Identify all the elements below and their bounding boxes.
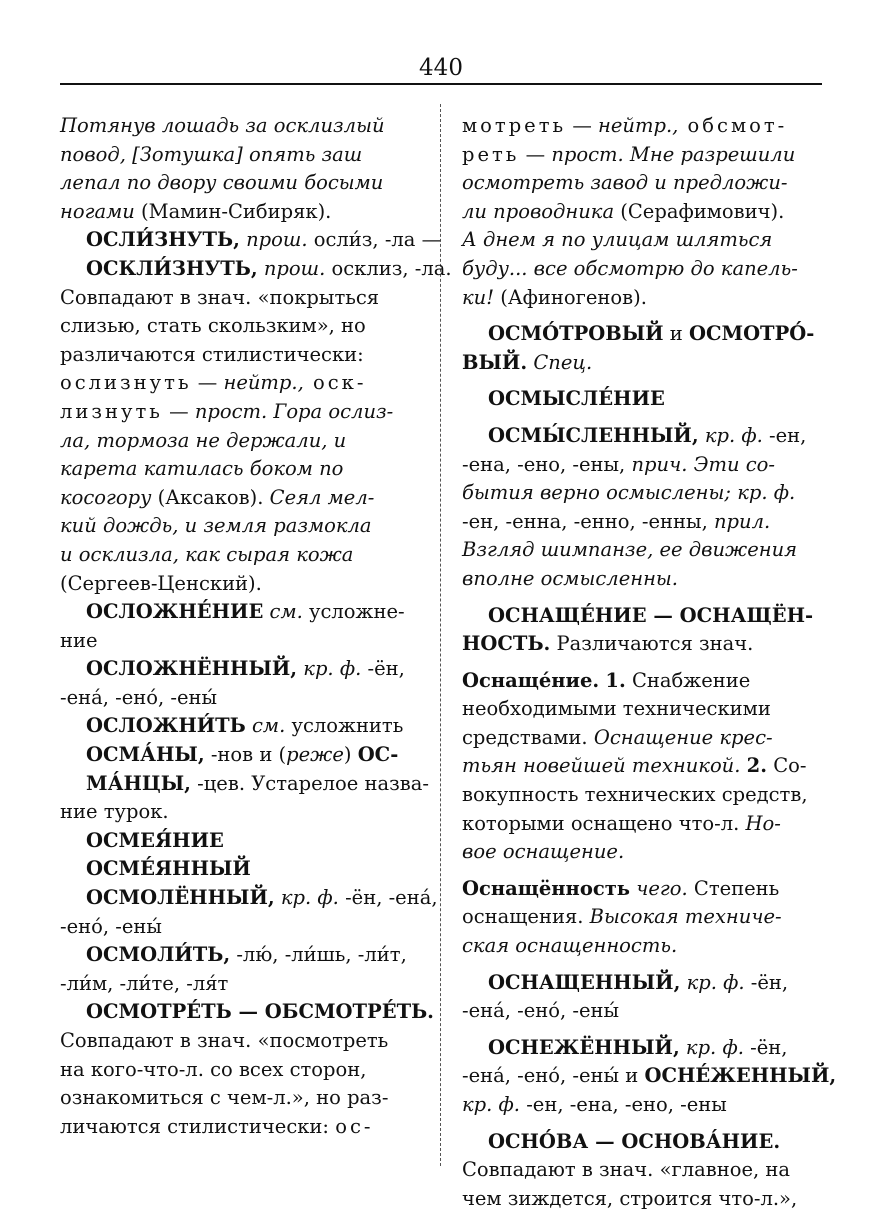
- text-line: [60, 913, 420, 942]
- text-line: [60, 398, 420, 427]
- text-segment: ОСЛИ́ЗНУТЬ,: [86, 228, 240, 252]
- text-segment: ОСМЫ́СЛЕННЫЙ,: [488, 423, 699, 447]
- text-line: [462, 903, 822, 932]
- text-line: [462, 969, 822, 998]
- text-line: [462, 169, 822, 198]
- text-segment: (Афиногенов).: [494, 285, 647, 309]
- text-segment: вокупность технических средств,: [462, 783, 808, 807]
- text-segment: (Аксаков).: [151, 485, 270, 509]
- text-line: [462, 1091, 822, 1120]
- text-segment: ОСЛОЖНИ́ТЬ: [86, 714, 246, 738]
- text-line: [60, 141, 420, 170]
- text-segment: косогору: [60, 485, 152, 509]
- text-segment: чем зиждется, строится что-л.»,: [462, 1186, 798, 1210]
- text-line: [462, 630, 822, 659]
- text-line: [60, 941, 420, 970]
- text-segment: -ена́, -ено́, -ены́: [462, 999, 620, 1023]
- text-line: [60, 998, 434, 1027]
- text-line: [60, 627, 420, 656]
- text-segment: обсмот-: [678, 114, 788, 137]
- text-line: [60, 798, 420, 827]
- text-segment: 2.: [746, 754, 767, 778]
- text-segment: -ен,: [762, 423, 807, 447]
- text-line: [60, 198, 420, 227]
- text-line: [462, 810, 822, 839]
- text-segment: ние турок.: [60, 800, 169, 824]
- text-segment: ): [343, 743, 358, 767]
- left-column: [60, 112, 452, 1141]
- text-segment: оск-: [303, 371, 367, 395]
- text-segment: Сеял мел-: [269, 485, 375, 509]
- text-segment: осмотреть завод и предложи-: [462, 171, 788, 195]
- text-segment: мотреть: [462, 114, 567, 137]
- text-segment: усложне-: [302, 600, 405, 624]
- text-segment: и осклизла, как сырая кожа: [60, 542, 354, 566]
- text-segment: ОСМА́НЫ,: [86, 743, 205, 767]
- text-segment: ла, тормоза не держали, и: [60, 428, 347, 452]
- text-line: [462, 536, 822, 565]
- text-line: [462, 565, 822, 594]
- text-segment: —: [191, 371, 224, 395]
- text-line: [60, 1056, 420, 1085]
- text-segment: Оснащение крес-: [593, 725, 773, 749]
- text-segment: нейтр.,: [223, 371, 304, 395]
- text-segment: Совпадают в знач. «главное, на: [462, 1158, 791, 1182]
- text-segment: -ена́, -ено́, -ены́: [60, 685, 218, 709]
- text-line: [60, 255, 452, 284]
- text-segment: лепал по двору своими босыми: [60, 171, 384, 195]
- text-segment: Со-: [767, 754, 807, 778]
- text-line: [60, 541, 420, 570]
- text-segment: -цев. Устарелое назва-: [190, 771, 429, 795]
- text-line: [462, 198, 822, 227]
- text-segment: ознакомиться с чем-л.», но раз-: [60, 1086, 389, 1110]
- text-line: [462, 226, 822, 255]
- text-segment: кр. ф.: [274, 886, 339, 910]
- text-segment: кр. ф.: [737, 481, 796, 505]
- text-segment: -ено́, -ены́: [60, 914, 162, 938]
- text-segment: -ли́м, -ли́те, -ля́т: [60, 971, 229, 995]
- text-segment: кр. ф.: [698, 423, 763, 447]
- text-segment: слизью, стать скользким», но: [60, 314, 366, 338]
- text-segment: ОСМЫСЛЕ́НИЕ: [488, 387, 665, 411]
- text-line: [462, 752, 822, 781]
- text-segment: ние: [60, 628, 98, 652]
- text-segment: ОСНО́ВА — ОСНОВА́НИЕ.: [488, 1129, 781, 1153]
- text-segment: прош.: [257, 256, 326, 280]
- text-line: [462, 479, 822, 508]
- text-line: [60, 369, 420, 398]
- text-segment: (Серафимович).: [614, 199, 785, 223]
- text-line: [462, 1185, 822, 1213]
- text-line: [462, 255, 822, 284]
- right-column: [462, 112, 837, 1213]
- text-line: [462, 875, 822, 904]
- text-segment: ОСКЛИ́ЗНУТЬ,: [86, 256, 258, 280]
- text-segment: -лю́, -ли́шь, -ли́т,: [230, 943, 407, 967]
- text-segment: ская оснащенность.: [462, 934, 678, 958]
- text-segment: ОСНАЩЕ́НИЕ — ОСНАЩЁН-: [488, 603, 814, 627]
- text-line: [60, 312, 420, 341]
- text-segment: -ен, -ена, -ено, -ены: [520, 1093, 727, 1116]
- text-line: [60, 741, 420, 770]
- text-segment: реже: [286, 743, 344, 767]
- text-segment: карета катилась боком по: [60, 457, 344, 481]
- text-segment: тьян новейшей техникой.: [462, 754, 741, 778]
- text-segment: Высокая техниче-: [589, 905, 782, 929]
- text-segment: (Сергеев-Ценский).: [60, 571, 262, 595]
- text-line: [462, 385, 822, 414]
- text-line: [462, 141, 822, 170]
- text-segment: прил.: [713, 509, 771, 533]
- text-segment: ОСМОЛИ́ТЬ,: [86, 943, 231, 967]
- text-segment: см.: [263, 600, 303, 624]
- text-segment: усложнить: [285, 714, 404, 738]
- text-segment: Спец.: [527, 350, 593, 374]
- header-rule: [60, 83, 822, 85]
- text-segment: на кого-что-л. со всех сторон,: [60, 1057, 367, 1081]
- text-segment: средствами.: [462, 725, 594, 749]
- text-segment: —: [566, 114, 599, 137]
- text-segment: ОСМЕ́ЯННЫЙ: [86, 857, 251, 881]
- text-segment: -нов и (: [204, 743, 287, 767]
- text-line: [60, 655, 420, 684]
- text-line: [462, 349, 822, 378]
- text-segment: прич. Эти со-: [631, 452, 776, 476]
- text-segment: ОСНЕ́ЖЕННЫЙ,: [644, 1064, 837, 1088]
- text-segment: 1.: [605, 668, 626, 692]
- text-line: [462, 112, 822, 141]
- text-line: [462, 932, 822, 961]
- text-segment: ногами: [60, 199, 135, 223]
- text-segment: повод, [Зотушка] опять заш: [60, 142, 363, 166]
- text-line: [462, 1128, 822, 1157]
- text-segment: ВЫЙ.: [462, 350, 528, 374]
- text-segment: ки!: [462, 285, 495, 309]
- text-segment: Совпадают в знач. «посмотреть: [60, 1029, 389, 1052]
- text-segment: А днем я по улицам шляться: [462, 228, 773, 252]
- text-segment: необходимыми техническими: [462, 697, 771, 721]
- text-segment: Различаются знач.: [550, 632, 754, 656]
- text-segment: Оснащённость: [462, 876, 631, 900]
- text-segment: вое оснащение.: [462, 840, 625, 864]
- text-segment: ОСЛОЖНЁННЫЙ,: [86, 657, 298, 681]
- text-line: [60, 684, 420, 713]
- text-segment: прост. Мне разрешили: [551, 142, 796, 166]
- text-line: [60, 226, 442, 255]
- text-segment: осли́з, -ла —: [307, 228, 442, 252]
- text-segment: ОСМО́ТРОВЫЙ: [488, 322, 664, 346]
- text-line: [462, 1156, 822, 1185]
- text-segment: ОСМЕЯ́НИЕ: [86, 828, 224, 852]
- text-line: [462, 602, 822, 631]
- text-segment: кр. ф.: [297, 657, 362, 681]
- text-segment: личаются стилистически:: [60, 1114, 336, 1138]
- text-segment: Совпадают в знач. «покрыться: [60, 285, 380, 309]
- text-segment: и: [663, 322, 689, 346]
- text-segment: ос-: [335, 1114, 374, 1138]
- text-segment: -ена, -ено, -ены,: [462, 452, 632, 476]
- text-segment: ОСМОЛЁННЫЙ,: [86, 886, 275, 910]
- text-line: [462, 997, 822, 1026]
- text-line: [462, 320, 822, 349]
- text-line: [462, 667, 822, 696]
- text-segment: различаются стилистически:: [60, 342, 364, 366]
- text-segment: лизнуть: [60, 399, 163, 423]
- text-segment: вполне осмысленны.: [462, 566, 679, 590]
- text-line: [60, 484, 420, 513]
- text-segment: бытия верно осмыслены;: [462, 481, 731, 505]
- text-segment: нейтр.,: [598, 114, 679, 137]
- text-line: [462, 838, 822, 867]
- text-segment: (Мамин-Сибиряк).: [134, 199, 332, 223]
- text-segment: ОСНЕЖЁННЫЙ,: [488, 1035, 680, 1059]
- text-line: [60, 455, 420, 484]
- text-segment: Степень: [687, 876, 780, 900]
- text-segment: ОСНАЩЕННЫЙ,: [488, 970, 681, 994]
- text-line: [60, 512, 420, 541]
- text-segment: которыми оснащено что-л.: [462, 811, 746, 835]
- text-line: [60, 970, 420, 999]
- text-segment: реть: [462, 142, 520, 166]
- text-line: [462, 724, 822, 753]
- text-segment: ОС-: [357, 743, 399, 767]
- text-line: [462, 695, 822, 724]
- text-line: [462, 422, 822, 451]
- text-segment: —: [519, 142, 552, 166]
- text-line: [60, 112, 420, 141]
- text-line: [60, 427, 420, 456]
- text-line: [462, 781, 822, 810]
- text-segment: -ён, -ена́,: [338, 886, 438, 910]
- text-segment: кр. ф.: [679, 1035, 744, 1059]
- text-line: [60, 341, 420, 370]
- text-line: [60, 1113, 420, 1142]
- text-segment: ОСМОТРЕ́ТЬ — ОБСМОТРЕ́ТЬ.: [86, 1000, 434, 1024]
- text-segment: ли проводника: [462, 199, 615, 223]
- text-segment: осклиз, -ла.: [325, 256, 452, 280]
- text-segment: прош.: [239, 228, 308, 252]
- text-segment: ОСМОТРО́-: [688, 322, 815, 346]
- text-line: [462, 451, 822, 480]
- text-line: [60, 598, 420, 627]
- text-segment: кр. ф.: [680, 970, 745, 994]
- text-line: [60, 570, 420, 599]
- text-line: [60, 884, 438, 913]
- text-segment: буду... все обсмотрю до капель-: [462, 256, 798, 280]
- text-segment: кий дождь, и земля размокла: [60, 514, 372, 538]
- text-segment: -ён,: [361, 657, 405, 681]
- text-line: [60, 770, 429, 799]
- text-line: [60, 827, 420, 856]
- text-segment: —: [162, 399, 195, 423]
- text-segment: НОСТЬ.: [462, 632, 551, 656]
- text-segment: Взгляд шимпанзе, ее движения: [462, 538, 798, 562]
- text-line: [60, 1084, 420, 1113]
- text-line: [462, 1062, 837, 1091]
- text-line: [462, 284, 822, 313]
- text-line: [60, 1027, 420, 1056]
- text-segment: кр. ф.: [462, 1093, 520, 1116]
- text-line: [462, 508, 822, 537]
- text-segment: оснащения.: [462, 905, 590, 929]
- text-segment: -ена́, -ено́, -ены́ и: [462, 1064, 645, 1088]
- text-line: [60, 169, 420, 198]
- text-segment: -ён,: [744, 970, 789, 994]
- page-number: 440: [419, 55, 463, 81]
- text-segment: Оснаще́ние.: [462, 668, 600, 692]
- text-segment: прост. Гора ослиз-: [194, 399, 394, 423]
- text-segment: Снабжение: [625, 668, 751, 692]
- text-segment: Потянув лошадь за осклизлый: [60, 114, 385, 137]
- text-segment: ослизнуть: [60, 371, 192, 395]
- text-segment: -ён,: [743, 1035, 788, 1059]
- text-segment: Но-: [745, 811, 781, 835]
- text-line: [60, 712, 420, 741]
- text-segment: см.: [245, 714, 286, 738]
- text-line: [462, 1034, 822, 1063]
- text-segment: ОСЛОЖНЕ́НИЕ: [86, 600, 264, 624]
- text-segment: МА́НЦЫ,: [86, 771, 191, 795]
- text-segment: чего.: [630, 876, 688, 900]
- text-line: [60, 284, 420, 313]
- text-segment: -ен, -енна, -енно, -енны,: [462, 509, 714, 533]
- text-line: [60, 855, 420, 884]
